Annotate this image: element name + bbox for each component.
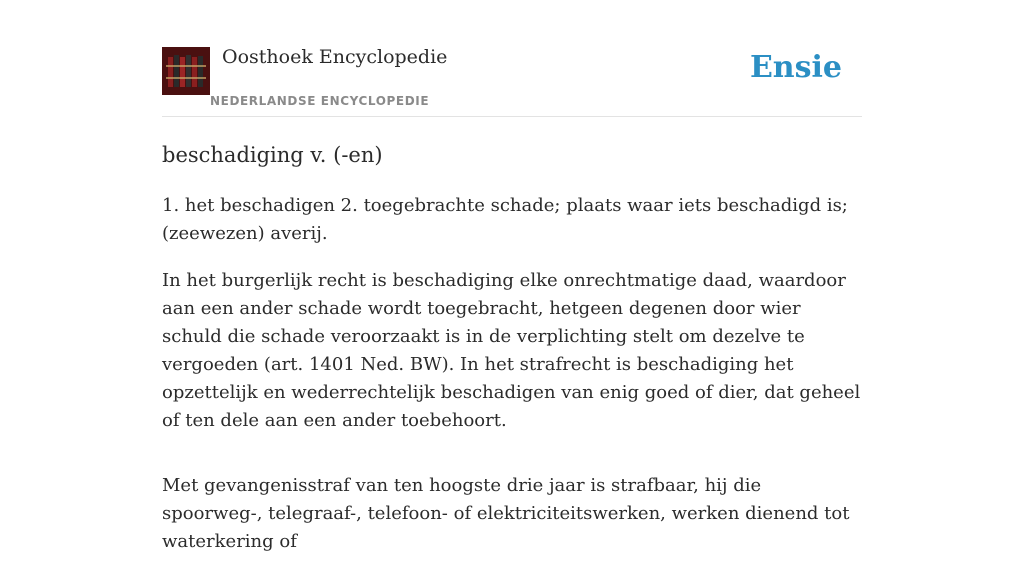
brand-logo-link[interactable]: Ensie (749, 50, 842, 85)
article (162, 140, 862, 575)
article-headword: beschadiging v. (-en) (162, 143, 383, 167)
site-subtitle: NEDERLANDSE ENCYCLOPEDIE (210, 94, 430, 108)
site-title[interactable]: Oosthoek Encyclopedie (222, 46, 448, 68)
article-paragraph: 1. het beschadigen 2. toegebrachte schade; plaats waar iets beschadigd is; (zeewezen) averij. (162, 195, 848, 244)
avatar[interactable] (162, 47, 210, 95)
site-header (162, 0, 862, 117)
article-paragraph: Met gevangenisstraf van ten hoogste drie jaar is strafbaar, hij die spoorweg-, telegraaf-, telefoon- of elektriciteitswerken, werken dienend tot waterkering of (162, 475, 850, 552)
encyclopedia-books-icon (162, 47, 210, 95)
article-paragraph: In het burgerlijk recht is beschadiging elke onrechtmatige daad, waardoor aan een ander schade wordt toegebracht, hetgeen degenen door wier schuld die schade veroorzaakt is in de verplichting stelt om dezelve te vergoeden (art. 1401 Ned. BW). In het strafrecht is beschadiging het opzettelijk en wederrechtelijk beschadigen van enig goed of dier, dat geheel of ten dele aan een ander toebehoort. (162, 270, 861, 431)
